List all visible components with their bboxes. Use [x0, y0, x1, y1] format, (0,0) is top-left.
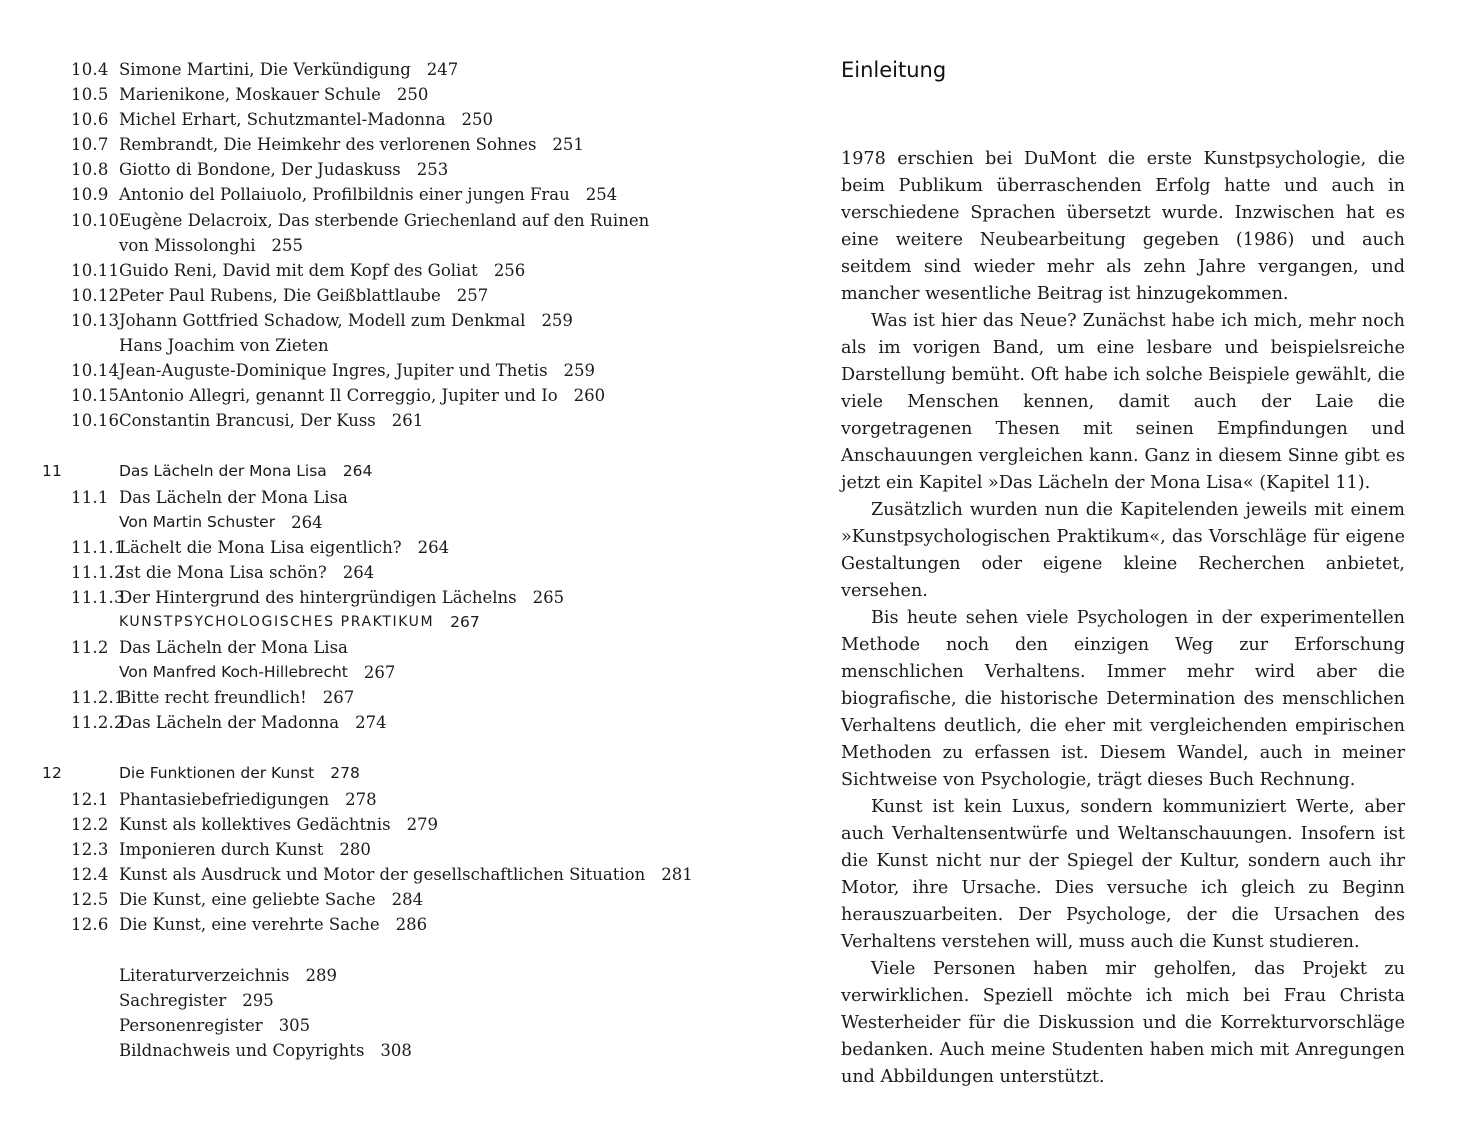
toc-entry-title: Simone Martini, Die Verkündigung [119, 60, 411, 79]
toc-entry-title: Michel Erhart, Schutzmantel-Madonna [119, 110, 446, 130]
toc-row[interactable] [42, 1013, 722, 1038]
toc-entry-page: 286 [395, 915, 428, 934]
toc-entry-title: Bildnachweis und Copyrights [119, 1041, 365, 1061]
toc-entry-title: Das Lächeln der Mona Lisa [119, 638, 348, 658]
toc-row[interactable] [42, 383, 722, 408]
toc-row[interactable] [42, 157, 722, 182]
toc-row[interactable] [42, 610, 722, 635]
toc-entry-number: 11.2.1 [71, 688, 125, 708]
toc-entry-page: 278 [330, 764, 360, 783]
toc-entry-title: Constantin Brancusi, Der Kuss [119, 411, 376, 431]
toc-entry-page: 284 [391, 889, 424, 909]
toc-entry-page: 264 [342, 562, 375, 582]
toc-spacer [42, 735, 722, 761]
toc-row[interactable] [42, 408, 722, 433]
toc-entry-title: Personenregister [119, 1016, 263, 1036]
intro-paragraph: Was ist hier das Neue? Zunächst habe ich mich, mehr noch als im vorigen Band, um eine lesbare und beispielsreiche Darstellung bemüht. Oft habe ich solche Beispiele gewählt, die viele Menschen kennen, damit auch der Laie die vorgetragenen Thesen mit seinen Empfindungen und Anschauungen vergleichen kann. Ganz in diesem Sinne gibt es jetzt ein Kapitel »Das Lächeln der Mona Lisa« (Kapitel 11). [841, 311, 1405, 493]
toc-row[interactable] [42, 208, 722, 233]
toc-entry-title: Von Martin Schuster [119, 512, 276, 531]
toc-row[interactable] [42, 283, 722, 308]
toc-entry-number: 11.1.1 [71, 537, 125, 557]
toc-entry-page: 264 [342, 462, 373, 481]
left-page [0, 0, 738, 1123]
toc-entry-number: 12.1 [71, 789, 109, 809]
toc-entry-title: Rembrandt, Die Heimkehr des verlorenen Sohnes [119, 135, 537, 155]
toc-entry-page: 289 [305, 966, 337, 986]
toc-entry-number: 11.2.2 [71, 713, 125, 733]
toc-entry-title: Bitte recht freundlich! [119, 688, 307, 708]
toc-entry-page: 264 [417, 537, 450, 557]
toc-entry-number: 10.14 [71, 361, 120, 381]
toc-row[interactable] [42, 710, 722, 735]
toc-chapter-row[interactable] [42, 459, 722, 484]
toc-entry-page: 259 [541, 310, 573, 330]
toc-chapter-row[interactable] [42, 761, 722, 786]
toc-entry-page: 264 [291, 512, 323, 532]
intro-paragraph: Kunst ist kein Luxus, sondern kommuniziert Werte, aber auch Verhaltensentwürfe und Weltanschauungen. Insofern ist die Kunst nicht nur der Spiegel der Kultur, sondern auch ihr Motor, ihre Ursache. Dies versuche ich gleich zu Beginn herauszuarbeiten. Der Psychologe, der die Ursachen des Verhaltens verstehen will, muss auch die Kunst studieren. [841, 797, 1405, 952]
intro-body [841, 146, 1405, 1091]
toc-row[interactable] [42, 258, 722, 283]
table-of-contents [42, 57, 722, 1063]
toc-entry-title: von Missolonghi [119, 235, 256, 255]
right-page [738, 0, 1477, 1123]
toc-entry-page: 267 [450, 612, 480, 631]
toc-entry-number: 11.1.3 [71, 587, 125, 607]
toc-entry-page: 261 [391, 411, 424, 431]
toc-row[interactable] [42, 358, 722, 383]
toc-entry-number: 10.16 [71, 411, 120, 431]
toc-entry-title: Sachregister [119, 991, 227, 1011]
toc-row[interactable] [42, 57, 722, 82]
toc-entry-title: Johann Gottfried Schadow, Modell zum Denkmal [119, 310, 526, 330]
toc-entry-page: 250 [461, 110, 494, 130]
toc-row[interactable] [42, 912, 722, 937]
intro-paragraph: 1978 erschien bei DuMont die erste Kunstpsychologie, die beim Publikum überraschenden Erfolg hatte und auch in verschiedene Sprachen übersetzt wurde. Inzwischen hat es eine weitere Neubearbeitung gegeben (1986) und auch seitdem sind wieder mehr als zehn Jahre vergangen, und mancher wesentliche Beitrag ist hinzugekommen. [841, 149, 1405, 304]
toc-spacer [42, 433, 722, 459]
toc-row[interactable] [42, 837, 722, 862]
toc-entry-title: Das Lächeln der Mona Lisa [119, 487, 348, 507]
toc-entry-title: Jean-Auguste-Dominique Ingres, Jupiter und Thetis [119, 361, 548, 381]
toc-row[interactable] [42, 333, 722, 358]
toc-entry-page: 260 [573, 386, 606, 406]
toc-row[interactable] [42, 82, 722, 107]
toc-entry-page: 259 [563, 361, 596, 381]
toc-entry-number: 12.6 [71, 915, 109, 934]
toc-entry-title: Kunst als kollektives Gedächtnis [119, 814, 391, 834]
toc-row[interactable] [42, 787, 722, 812]
toc-entry-title: Lächelt die Mona Lisa eigentlich? [119, 537, 402, 557]
toc-entry-title: Hans Joachim von Zieten [119, 336, 329, 356]
toc-entry-page: 308 [380, 1041, 412, 1061]
toc-row[interactable] [42, 812, 722, 837]
toc-entry-number: 10.11 [71, 260, 120, 280]
toc-entry-number [42, 988, 119, 1013]
toc-entry-title: Phantasiebefriedigungen [119, 789, 330, 809]
toc-entry-page: 267 [363, 663, 396, 683]
toc-row[interactable] [42, 988, 722, 1013]
toc-row[interactable] [42, 233, 722, 258]
toc-entry-number: 10.13 [71, 310, 120, 330]
toc-entry-number: 10.4 [71, 60, 109, 79]
toc-entry-title: KUNSTPSYCHOLOGISCHES PRAKTIKUM [119, 613, 435, 630]
toc-entry-title: Kunst als Ausdruck und Motor der gesellschaftlichen Situation [119, 864, 646, 884]
toc-entry-title: Die Kunst, eine geliebte Sache [119, 889, 376, 909]
toc-entry-number [42, 510, 119, 535]
toc-row[interactable] [42, 107, 722, 132]
toc-row[interactable] [42, 560, 722, 585]
toc-entry-page: 267 [322, 688, 355, 708]
toc-entry-number [42, 1038, 119, 1063]
toc-entry-number: 11.1 [71, 487, 109, 507]
toc-row[interactable] [42, 485, 722, 510]
toc-entry-number [42, 963, 119, 988]
toc-row[interactable] [42, 1038, 722, 1063]
toc-row[interactable] [42, 963, 722, 988]
toc-entry-number: 10.7 [71, 135, 109, 155]
toc-entry-title: Von Manfred Koch-Hillebrecht [119, 663, 348, 682]
toc-entry-number [42, 610, 119, 635]
toc-entry-number: 12.2 [71, 814, 109, 834]
toc-entry-number: 10.9 [71, 185, 109, 205]
toc-entry-page: 305 [278, 1016, 311, 1036]
toc-entry-page: 278 [345, 789, 377, 809]
toc-entry-title: Literaturverzeichnis [119, 966, 290, 986]
toc-entry-number: 12.4 [71, 864, 109, 884]
toc-entry-page: 255 [271, 235, 303, 255]
toc-spacer [42, 937, 722, 963]
toc-entry-page: 280 [339, 839, 371, 859]
toc-entry-page: 254 [585, 185, 618, 205]
toc-entry-page: 250 [396, 85, 429, 105]
toc-entry-number: 12 [42, 764, 63, 783]
toc-entry-page: 281 [661, 864, 693, 884]
toc-entry-page: 251 [552, 135, 584, 155]
toc-entry-page: 257 [456, 285, 489, 305]
toc-entry-title: Ist die Mona Lisa schön? [119, 562, 327, 582]
intro-paragraph: Viele Personen haben mir geholfen, das Projekt zu verwirklichen. Speziell möchte ich mich bei Frau Christa Westerheider für die Diskussion und die Korrekturvorschläge bedanken. Auch meine Studenten haben mich mit Anregungen und Abbildungen unterstützt. [841, 959, 1405, 1087]
toc-row[interactable] [42, 535, 722, 560]
toc-entry-page: 279 [406, 814, 439, 834]
toc-entry-number: 10.10 [71, 210, 120, 230]
toc-entry-page: 274 [355, 713, 387, 733]
toc-entry-title: Antonio del Pollaiuolo, Profilbildnis einer jungen Frau [119, 185, 570, 205]
toc-entry-title: Das Lächeln der Madonna [119, 713, 340, 733]
toc-entry-title: Der Hintergrund des hintergründigen Lächelns [119, 587, 517, 607]
toc-entry-page: 256 [493, 260, 526, 280]
toc-entry-title: Das Lächeln der Mona Lisa [119, 462, 327, 481]
toc-entry-page: 247 [426, 60, 459, 79]
toc-entry-title: Eugène Delacroix, Das sterbende Griechenland auf den Ruinen [119, 210, 650, 230]
toc-entry-title: Die Funktionen der Kunst [119, 764, 315, 783]
toc-entry-page: 265 [532, 587, 565, 607]
toc-entry-number: 11.1.2 [71, 562, 125, 582]
toc-entry-number [42, 660, 119, 685]
intro-heading: Einleitung [841, 58, 947, 82]
toc-entry-number: 10.6 [71, 110, 109, 130]
toc-row[interactable] [42, 660, 722, 685]
toc-entry-number: 11.2 [71, 638, 109, 658]
toc-entry-number: 12.3 [71, 839, 109, 859]
toc-row[interactable] [42, 182, 722, 207]
toc-entry-number [42, 1013, 119, 1038]
toc-row[interactable] [42, 308, 722, 333]
toc-row[interactable] [42, 887, 722, 912]
intro-paragraph: Bis heute sehen viele Psychologen in der experimentellen Methode noch den einzigen Weg zur Erforschung menschlichen Verhaltens. Immer mehr wird aber die biografische, die historische Determination des menschlichen Verhaltens deutlich, die eher mit vergleichenden empirischen Methoden zu erfassen ist. Diesem Wandel, auch in meiner Sichtweise von Psychologie, trägt dieses Buch Rechnung. [841, 608, 1405, 790]
toc-entry-page: 253 [416, 160, 449, 180]
toc-row[interactable] [42, 635, 722, 660]
toc-entry-title: Die Kunst, eine verehrte Sache [119, 915, 380, 934]
toc-entry-number: 11 [42, 462, 63, 481]
toc-row[interactable] [42, 685, 722, 710]
toc-entry-number: 10.5 [71, 85, 109, 105]
toc-entry-title: Antonio Allegri, genannt Il Correggio, Jupiter und Io [119, 386, 558, 406]
toc-entry-number: 10.12 [71, 285, 120, 305]
toc-row[interactable] [42, 585, 722, 610]
toc-entry-number: 12.5 [71, 889, 109, 909]
toc-entry-number [42, 333, 119, 358]
toc-entry-title: Marienikone, Moskauer Schule [119, 85, 381, 105]
toc-entry-title: Giotto di Bondone, Der Judaskuss [119, 160, 401, 180]
toc-entry-title: Peter Paul Rubens, Die Geißblattlaube [119, 285, 441, 305]
toc-entry-number [42, 233, 119, 258]
toc-entry-title: Imponieren durch Kunst [119, 839, 324, 859]
intro-paragraph: Zusätzlich wurden nun die Kapitelenden jeweils mit einem »Kunstpsychologischen Praktikum«, das Vorschläge für eigene Gestaltungen oder eigene kleine Recherchen anbietet, versehen. [841, 500, 1405, 601]
toc-entry-page: 295 [242, 991, 274, 1011]
toc-entry-number: 10.15 [71, 386, 120, 406]
toc-row[interactable] [42, 132, 722, 157]
toc-row[interactable] [42, 862, 722, 887]
toc-entry-number: 10.8 [71, 160, 109, 180]
toc-row[interactable] [42, 510, 722, 535]
toc-entry-title: Guido Reni, David mit dem Kopf des Goliat [119, 260, 478, 280]
